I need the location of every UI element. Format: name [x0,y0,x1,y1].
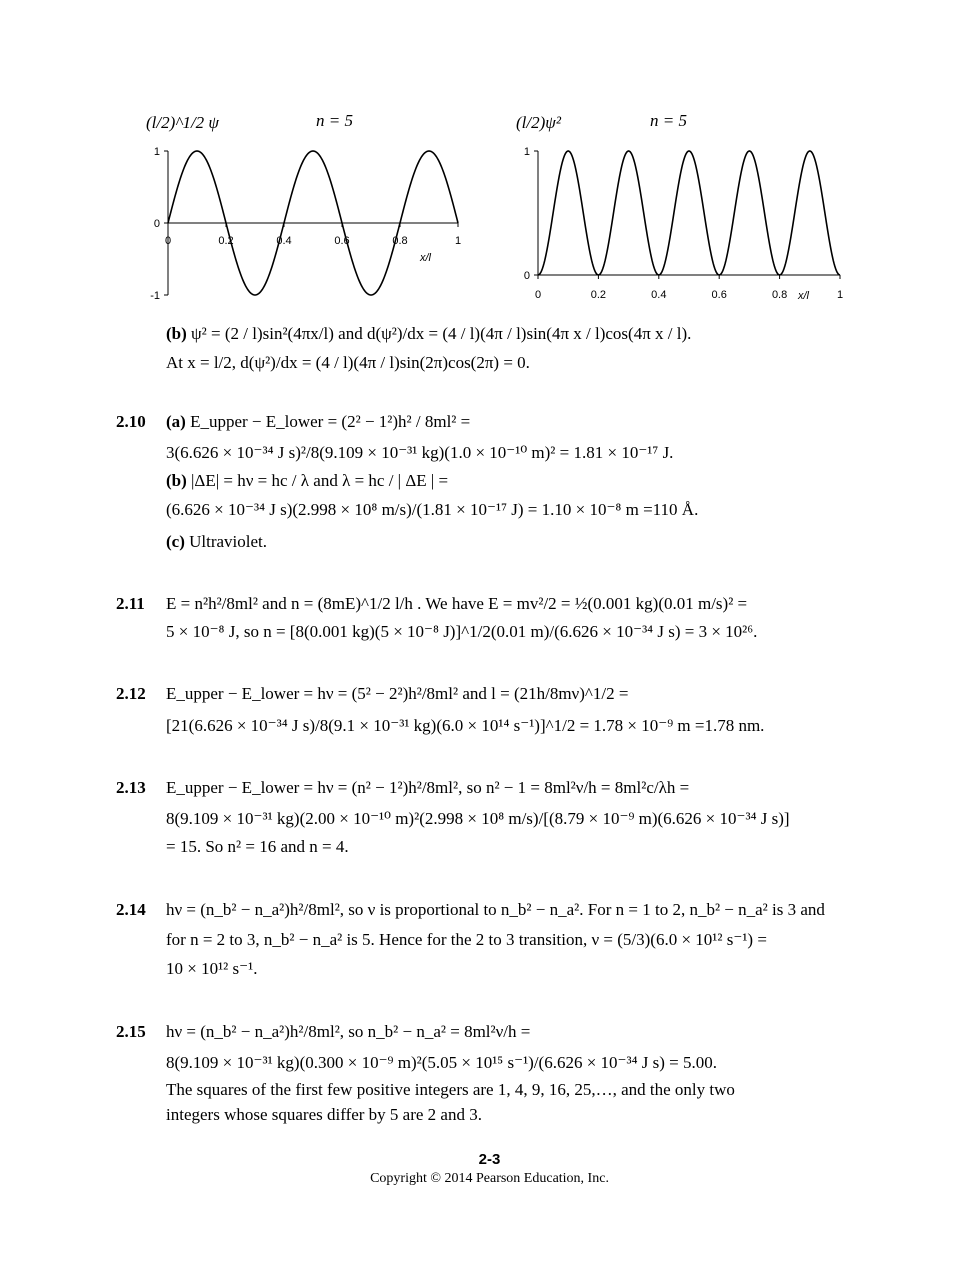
problem-210-line5 [166,531,267,553]
part-label: (a) [166,412,186,431]
y-tick-label: 1 [523,146,530,158]
problem-210-line3 [166,470,448,492]
answer-b-line1 [166,323,691,345]
problem-211-line1: E = n²h²/8ml² and n = (8mE)^1/2 l/h . We have E = mv²/2 = ½(0.001 kg)(0.01 m/s)² = [166,594,748,613]
problem-212-line2: [21(6.626 × 10⁻³⁴ J s)/8(9.1 × 10⁻³¹ kg)(6.0 × 10¹⁴ s⁻¹)]^1/2 = 1.78 × 10⁻⁹ m =1.78 nm. [166,716,765,735]
problem-215-line4: integers whose squares differ by 5 are 2 and 3. [166,1105,482,1124]
x-tick-label: 0 [534,289,542,301]
problem-214-line1: hν = (n_b² − n_a²)h²/8ml², so ν is proportional to n_b² − n_a². For n = 1 to 2, n_b² − n_a² is 3 and [166,900,825,919]
equation-text: |ΔE| = hν = hc / λ and λ = hc / | ΔE | = [186,471,449,490]
problem-213-line1: E_upper − E_lower = hν = (n² − 1²)h²/8ml², so n² − 1 = 8ml²ν/h = 8ml²c/λh = [166,778,690,797]
problem-215-line3: The squares of the first few positive integers are 1, 4, 9, 16, 25,…, and the only two [166,1080,735,1099]
chart-title-right: n = 5 [650,111,687,130]
problem-number: 2.11 [116,594,145,613]
copyright: Copyright © 2014 Pearson Education, Inc. [370,1171,609,1186]
x-tick-label: 1 [454,235,462,247]
x-tick-label: 0.2 [590,289,607,301]
x-tick-label: 0.6 [334,235,350,247]
answer-text: Ultraviolet. [184,532,268,551]
y-tick-label: 0 [153,218,160,230]
problem-215-line2: 8(9.109 × 10⁻³¹ kg)(0.300 × 10⁻⁹ m)²(5.05 × 10¹⁵ s⁻¹)/(6.626 × 10⁻³⁴ J s) = 5.00. [166,1053,718,1072]
y-tick-label: 0 [523,270,530,282]
problem-number: 2.14 [116,900,146,919]
y-tick-label: -1 [150,290,160,302]
equation-text: E_upper − E_lower = (2² − 1²)h² / 8ml² = [185,412,471,431]
x-axis-label: x/l [798,290,809,302]
problem-210-line4: (6.626 × 10⁻³⁴ J s)(2.998 × 10⁸ m/s)/(1.81 × 10⁻¹⁷ J) = 1.10 × 10⁻⁸ m =110 Å. [166,500,699,519]
problem-213-line3: = 15. So n² = 16 and n = 4. [166,837,349,856]
problem-number: 2.13 [116,778,146,797]
problem-211-line2: 5 × 10⁻⁸ J, so n = [8(0.001 kg)(5 × 10⁻⁸ J)]^1/2(0.01 m)/(6.626 × 10⁻³⁴ J s) = 3 × 10²⁶. [166,622,758,641]
x-tick-label: 0 [164,235,172,247]
x-tick-label: 0.8 [771,289,788,301]
answer-b-line2: At x = l/2, d(ψ²)/dx = (4 / l)(4π / l)sin(2π)cos(2π) = 0. [166,353,530,372]
problem-number: 2.15 [116,1022,146,1041]
chart-title-left: (l/2)ψ² [516,113,561,132]
y-tick-label: 1 [153,146,160,158]
chart-title-left: (l/2)^1/2 ψ [146,113,219,132]
equation-text: ψ² = (2 / l)sin²(4πx/l) and d(ψ²)/dx = (4 / l)(4π / l)sin(4π x / l)cos(4π x / l). [186,324,692,343]
problem-number: 2.12 [116,684,146,703]
problem-215-line1: hν = (n_b² − n_a²)h²/8ml², so n_b² − n_a² = 8ml²ν/h = [166,1022,531,1041]
x-tick-label: 0.4 [651,289,667,301]
part-label: (b) [166,471,187,490]
x-tick-label: 0.6 [711,289,727,301]
chart-title-right: n = 5 [316,111,353,130]
chart-plot-area [150,146,461,302]
chart-psi [130,100,480,310]
part-label: (b) [166,324,187,343]
part-label: (c) [166,532,185,551]
x-tick-label: 0.8 [392,235,408,247]
x-tick-label: 1 [836,289,844,301]
problem-210-line2: 3(6.626 × 10⁻³⁴ J s)²/8(9.109 × 10⁻³¹ kg)(1.0 × 10⁻¹⁰ m)² = 1.81 × 10⁻¹⁷ J. [166,443,674,462]
chart-psi-squared [500,100,860,310]
problem-214-line3: 10 × 10¹² s⁻¹. [166,959,258,978]
chart-plot-area [524,146,843,302]
problem-214-line2: for n = 2 to 3, n_b² − n_a² is 5. Hence for the 2 to 3 transition, ν = (5/3)(6.0 × 10¹² s⁻¹) = [166,930,767,949]
problem-210-line1 [166,411,470,433]
x-tick-label: 0.4 [276,235,292,247]
problem-213-line2: 8(9.109 × 10⁻³¹ kg)(2.00 × 10⁻¹⁰ m)²(2.998 × 10⁸ m/s)/[(8.79 × 10⁻⁹ m)(6.626 × 10⁻³⁴ J s)] [166,809,790,828]
page-number: 2-3 [478,1151,501,1168]
series-line [538,151,840,275]
x-tick-label: 0.2 [218,235,234,247]
x-axis-label: x/l [420,252,431,264]
problem-number: 2.10 [116,412,146,431]
problem-212-line1: E_upper − E_lower = hν = (5² − 2²)h²/8ml² and l = (21h/8mν)^1/2 = [166,684,629,703]
